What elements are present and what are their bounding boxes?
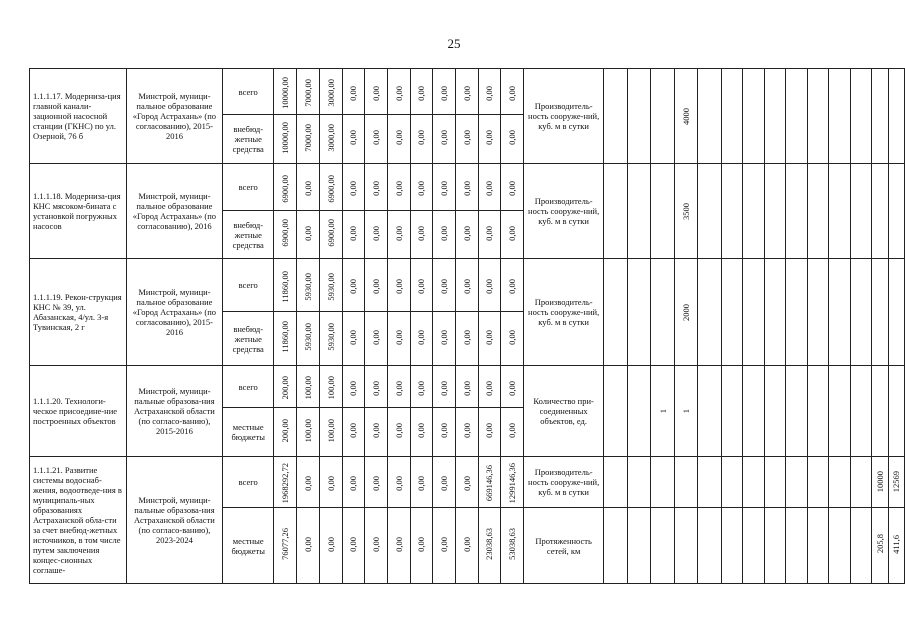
amount-cell: 6900,00	[319, 211, 342, 259]
empty-cell	[807, 457, 828, 508]
empty-cell	[786, 508, 807, 584]
amount-cell: 100,00	[319, 408, 342, 457]
amount-cell: 0,00	[342, 211, 365, 259]
amount-cell: 0,00	[365, 457, 388, 508]
amount-cell: 200,00	[274, 366, 297, 408]
funding-source: всего	[222, 259, 274, 312]
amount-cell: 0,00	[387, 115, 410, 164]
amount-cell: 0,00	[297, 164, 320, 211]
amount-cell: 0,00	[478, 408, 501, 457]
amount-cell: 0,00	[410, 259, 433, 312]
funding-source: местные бюджеты	[222, 508, 274, 584]
empty-cell	[807, 508, 828, 584]
amount-cell: 0,00	[387, 366, 410, 408]
amount-cell: 7000,00	[297, 115, 320, 164]
amount-cell: 0,00	[387, 164, 410, 211]
amount-cell: 0,00	[433, 259, 456, 312]
empty-cell	[786, 259, 807, 366]
empty-cell	[721, 164, 742, 259]
empty-cell	[786, 164, 807, 259]
amount-cell: 0,00	[501, 259, 524, 312]
indicator-name: Протяженность сетей, км	[523, 508, 604, 584]
amount-cell: 0,00	[455, 211, 478, 259]
amount-cell: 10000,00	[274, 69, 297, 115]
amount-cell: 3000,00	[319, 69, 342, 115]
amount-cell: 0,00	[410, 508, 433, 584]
empty-cell	[764, 508, 785, 584]
empty-cell	[807, 69, 828, 164]
amount-cell: 0,00	[342, 457, 365, 508]
empty-cell	[829, 457, 850, 508]
amount-cell: 53038,63	[501, 508, 524, 584]
amount-cell: 0,00	[342, 366, 365, 408]
amount-cell: 0,00	[365, 259, 388, 312]
measure-executor: Минстрой, муници-пальное образование «Город Астрахань» (по согласованию), 2016	[126, 164, 222, 259]
empty-cell	[786, 366, 807, 457]
empty-cell	[829, 164, 850, 259]
amount-cell: 0,00	[387, 259, 410, 312]
amount-cell: 0,00	[342, 259, 365, 312]
empty-cell	[698, 69, 721, 164]
empty-cell	[764, 259, 785, 366]
measure-executor: Минстрой, муници-пальные образова-ния Астраханской области (по согласо-ванию), 2015-2016	[126, 366, 222, 457]
amount-cell: 0,00	[410, 408, 433, 457]
empty-cell	[698, 259, 721, 366]
empty-cell	[721, 69, 742, 164]
measure-executor: Минстрой, муници-пальное образование «Город Астрахань» (по согласованию), 2015-2016	[126, 69, 222, 164]
amount-cell: 0,00	[387, 457, 410, 508]
amount-cell: 0,00	[433, 457, 456, 508]
funding-source: всего	[222, 164, 274, 211]
empty-cell	[871, 69, 888, 164]
amount-cell: 6900,00	[319, 164, 342, 211]
empty-cell	[888, 259, 904, 366]
funding-source: всего	[222, 69, 274, 115]
amount-cell: 0,00	[342, 164, 365, 211]
amount-cell: 100,00	[297, 366, 320, 408]
amount-cell: 0,00	[387, 312, 410, 366]
amount-cell: 0,00	[387, 211, 410, 259]
amount-cell: 0,00	[319, 508, 342, 584]
empty-cell	[721, 259, 742, 366]
amount-cell: 5930,00	[297, 312, 320, 366]
amount-cell: 0,00	[365, 211, 388, 259]
empty-cell	[829, 366, 850, 457]
amount-cell: 0,00	[342, 312, 365, 366]
measure-name: 1.1.1.20. Технологи-ческое присоедине-ние построенных объектов	[30, 366, 127, 457]
target-cell: 3500	[674, 164, 698, 259]
amount-cell: 0,00	[387, 508, 410, 584]
empty-cell	[627, 69, 650, 164]
empty-cell	[604, 259, 627, 366]
amount-cell: 6900,00	[274, 164, 297, 211]
funding-source: внебюд-жетные средства	[222, 211, 274, 259]
empty-cell	[627, 259, 650, 366]
empty-cell	[807, 366, 828, 457]
amount-cell: 10000,00	[274, 115, 297, 164]
empty-cell	[627, 457, 650, 508]
page-number: 25	[447, 36, 461, 51]
measure-name: 1.1.1.17. Модерниза-ция главной канали-зационной насосной станции (ГКНС) по ул. Озерной, 76 б	[30, 69, 127, 164]
amount-cell: 0,00	[501, 211, 524, 259]
amount-cell: 0,00	[433, 211, 456, 259]
empty-cell	[764, 366, 785, 457]
target-cell: 411,6	[888, 508, 904, 584]
amount-cell: 5930,00	[297, 259, 320, 312]
empty-cell	[721, 508, 742, 584]
amount-cell: 0,00	[455, 408, 478, 457]
indicator-name: Производитель-ность сооруже-ний, куб. м в сутки	[523, 457, 604, 508]
indicator-name: Производитель-ность сооруже-ний, куб. м в сутки	[523, 69, 604, 164]
amount-cell: 0,00	[365, 69, 388, 115]
empty-cell	[743, 164, 764, 259]
program-measures-table	[29, 68, 905, 584]
amount-cell: 0,00	[297, 211, 320, 259]
empty-cell	[888, 366, 904, 457]
empty-cell	[829, 69, 850, 164]
amount-cell: 0,00	[501, 408, 524, 457]
amount-cell: 11860,00	[274, 312, 297, 366]
empty-cell	[674, 457, 698, 508]
amount-cell: 0,00	[410, 69, 433, 115]
funding-source: всего	[222, 366, 274, 408]
target-cell: 12569	[888, 457, 904, 508]
empty-cell	[604, 508, 627, 584]
empty-cell	[604, 457, 627, 508]
amount-cell: 11860,00	[274, 259, 297, 312]
target-cell: 10000	[871, 457, 888, 508]
empty-cell	[871, 366, 888, 457]
amount-cell: 0,00	[455, 69, 478, 115]
empty-cell	[651, 164, 675, 259]
amount-cell: 0,00	[365, 164, 388, 211]
empty-cell	[807, 259, 828, 366]
table-row	[30, 69, 905, 115]
amount-cell: 100,00	[319, 366, 342, 408]
empty-cell	[850, 164, 871, 259]
amount-cell: 0,00	[478, 115, 501, 164]
empty-cell	[871, 164, 888, 259]
target-cell: 4000	[674, 69, 698, 164]
indicator-name: Производитель-ность сооруже-ний, куб. м в сутки	[523, 259, 604, 366]
measure-name: 1.1.1.18. Модерниза-ция КНС мясоком-бината с установкой погружных насосов	[30, 164, 127, 259]
empty-cell	[698, 164, 721, 259]
empty-cell	[698, 508, 721, 584]
amount-cell: 0,00	[501, 115, 524, 164]
amount-cell: 0,00	[501, 366, 524, 408]
empty-cell	[888, 164, 904, 259]
empty-cell	[651, 508, 675, 584]
empty-cell	[850, 508, 871, 584]
amount-cell: 5930,00	[319, 259, 342, 312]
amount-cell: 0,00	[478, 366, 501, 408]
amount-cell: 0,00	[478, 259, 501, 312]
amount-cell: 0,00	[319, 457, 342, 508]
empty-cell	[604, 164, 627, 259]
funding-source: всего	[222, 457, 274, 508]
empty-cell	[743, 508, 764, 584]
amount-cell: 0,00	[455, 457, 478, 508]
amount-cell: 0,00	[342, 508, 365, 584]
amount-cell: 0,00	[365, 408, 388, 457]
empty-cell	[627, 508, 650, 584]
amount-cell: 0,00	[433, 115, 456, 164]
amount-cell: 6900,00	[274, 211, 297, 259]
empty-cell	[764, 69, 785, 164]
empty-cell	[721, 366, 742, 457]
funding-source: местные бюджеты	[222, 408, 274, 457]
amount-cell: 1299146,36	[501, 457, 524, 508]
amount-cell: 0,00	[410, 211, 433, 259]
amount-cell: 0,00	[297, 457, 320, 508]
target-cell: 205,8	[871, 508, 888, 584]
amount-cell: 200,00	[274, 408, 297, 457]
amount-cell: 3000,00	[319, 115, 342, 164]
measure-executor: Минстрой, муници-пальные образова-ния Астраханской области (по согласо-ванию), 2023-2024	[126, 457, 222, 584]
empty-cell	[888, 69, 904, 164]
empty-cell	[721, 457, 742, 508]
amount-cell: 76077,26	[274, 508, 297, 584]
empty-cell	[850, 366, 871, 457]
target-cell: 1	[674, 366, 698, 457]
amount-cell: 0,00	[455, 259, 478, 312]
measure-name: 1.1.1.19. Рекон-струкция КНС № 39, ул. Абазанская, 4/ул. 3-я Тувинская, 2 г	[30, 259, 127, 366]
target-cell: 1	[651, 366, 675, 457]
empty-cell	[829, 259, 850, 366]
amount-cell: 0,00	[410, 457, 433, 508]
empty-cell	[604, 366, 627, 457]
amount-cell: 5930,00	[319, 312, 342, 366]
amount-cell: 0,00	[365, 312, 388, 366]
amount-cell: 0,00	[365, 366, 388, 408]
amount-cell: 669146,36	[478, 457, 501, 508]
amount-cell: 0,00	[501, 164, 524, 211]
empty-cell	[698, 366, 721, 457]
empty-cell	[829, 508, 850, 584]
amount-cell: 0,00	[433, 408, 456, 457]
table-row	[30, 366, 905, 408]
amount-cell: 0,00	[342, 115, 365, 164]
funding-source: внебюд-жетные средства	[222, 115, 274, 164]
amount-cell: 0,00	[410, 115, 433, 164]
amount-cell: 0,00	[433, 164, 456, 211]
empty-cell	[674, 508, 698, 584]
empty-cell	[743, 69, 764, 164]
empty-cell	[850, 457, 871, 508]
amount-cell: 7000,00	[297, 69, 320, 115]
funding-source: внебюд-жетные средства	[222, 312, 274, 366]
indicator-name: Количество при-соединенных объектов, ед.	[523, 366, 604, 457]
target-cell: 2000	[674, 259, 698, 366]
amount-cell: 0,00	[433, 312, 456, 366]
amount-cell: 0,00	[478, 312, 501, 366]
empty-cell	[786, 457, 807, 508]
empty-cell	[651, 457, 675, 508]
amount-cell: 0,00	[455, 366, 478, 408]
empty-cell	[850, 69, 871, 164]
measure-executor: Минстрой, муници-пальное образование «Город Астрахань» (по согласованию), 2015-2016	[126, 259, 222, 366]
empty-cell	[743, 366, 764, 457]
table-row	[30, 259, 905, 312]
amount-cell: 1968292,72	[274, 457, 297, 508]
amount-cell: 0,00	[455, 115, 478, 164]
amount-cell: 0,00	[365, 115, 388, 164]
indicator-name: Производитель-ность сооруже-ний, куб. м в сутки	[523, 164, 604, 259]
amount-cell: 0,00	[455, 164, 478, 211]
table-row	[30, 164, 905, 211]
empty-cell	[764, 164, 785, 259]
measure-name: 1.1.1.21. Развитие системы водоснаб-жения, водоотведе-ния в муниципаль-ных образованиях Астраханской обла-сти за счет внебюд-жетных источников, в том числе путем заключения концес-сионных соглаше-	[30, 457, 127, 584]
empty-cell	[764, 457, 785, 508]
empty-cell	[698, 457, 721, 508]
amount-cell: 0,00	[410, 312, 433, 366]
amount-cell: 0,00	[342, 69, 365, 115]
amount-cell: 0,00	[297, 508, 320, 584]
amount-cell: 100,00	[297, 408, 320, 457]
empty-cell	[871, 259, 888, 366]
empty-cell	[627, 366, 650, 457]
amount-cell: 0,00	[387, 408, 410, 457]
empty-cell	[743, 457, 764, 508]
amount-cell: 0,00	[433, 69, 456, 115]
empty-cell	[651, 69, 675, 164]
empty-cell	[850, 259, 871, 366]
table-row	[30, 457, 905, 508]
amount-cell: 0,00	[410, 164, 433, 211]
amount-cell: 0,00	[342, 408, 365, 457]
amount-cell: 0,00	[433, 508, 456, 584]
empty-cell	[651, 259, 675, 366]
empty-cell	[627, 164, 650, 259]
amount-cell: 0,00	[478, 211, 501, 259]
amount-cell: 0,00	[455, 312, 478, 366]
amount-cell: 0,00	[387, 69, 410, 115]
amount-cell: 0,00	[478, 69, 501, 115]
empty-cell	[743, 259, 764, 366]
amount-cell: 0,00	[455, 508, 478, 584]
amount-cell: 0,00	[501, 69, 524, 115]
amount-cell: 0,00	[501, 312, 524, 366]
amount-cell: 0,00	[478, 164, 501, 211]
amount-cell: 0,00	[433, 366, 456, 408]
empty-cell	[786, 69, 807, 164]
empty-cell	[604, 69, 627, 164]
amount-cell: 0,00	[410, 366, 433, 408]
amount-cell: 23038,63	[478, 508, 501, 584]
empty-cell	[807, 164, 828, 259]
amount-cell: 0,00	[365, 508, 388, 584]
